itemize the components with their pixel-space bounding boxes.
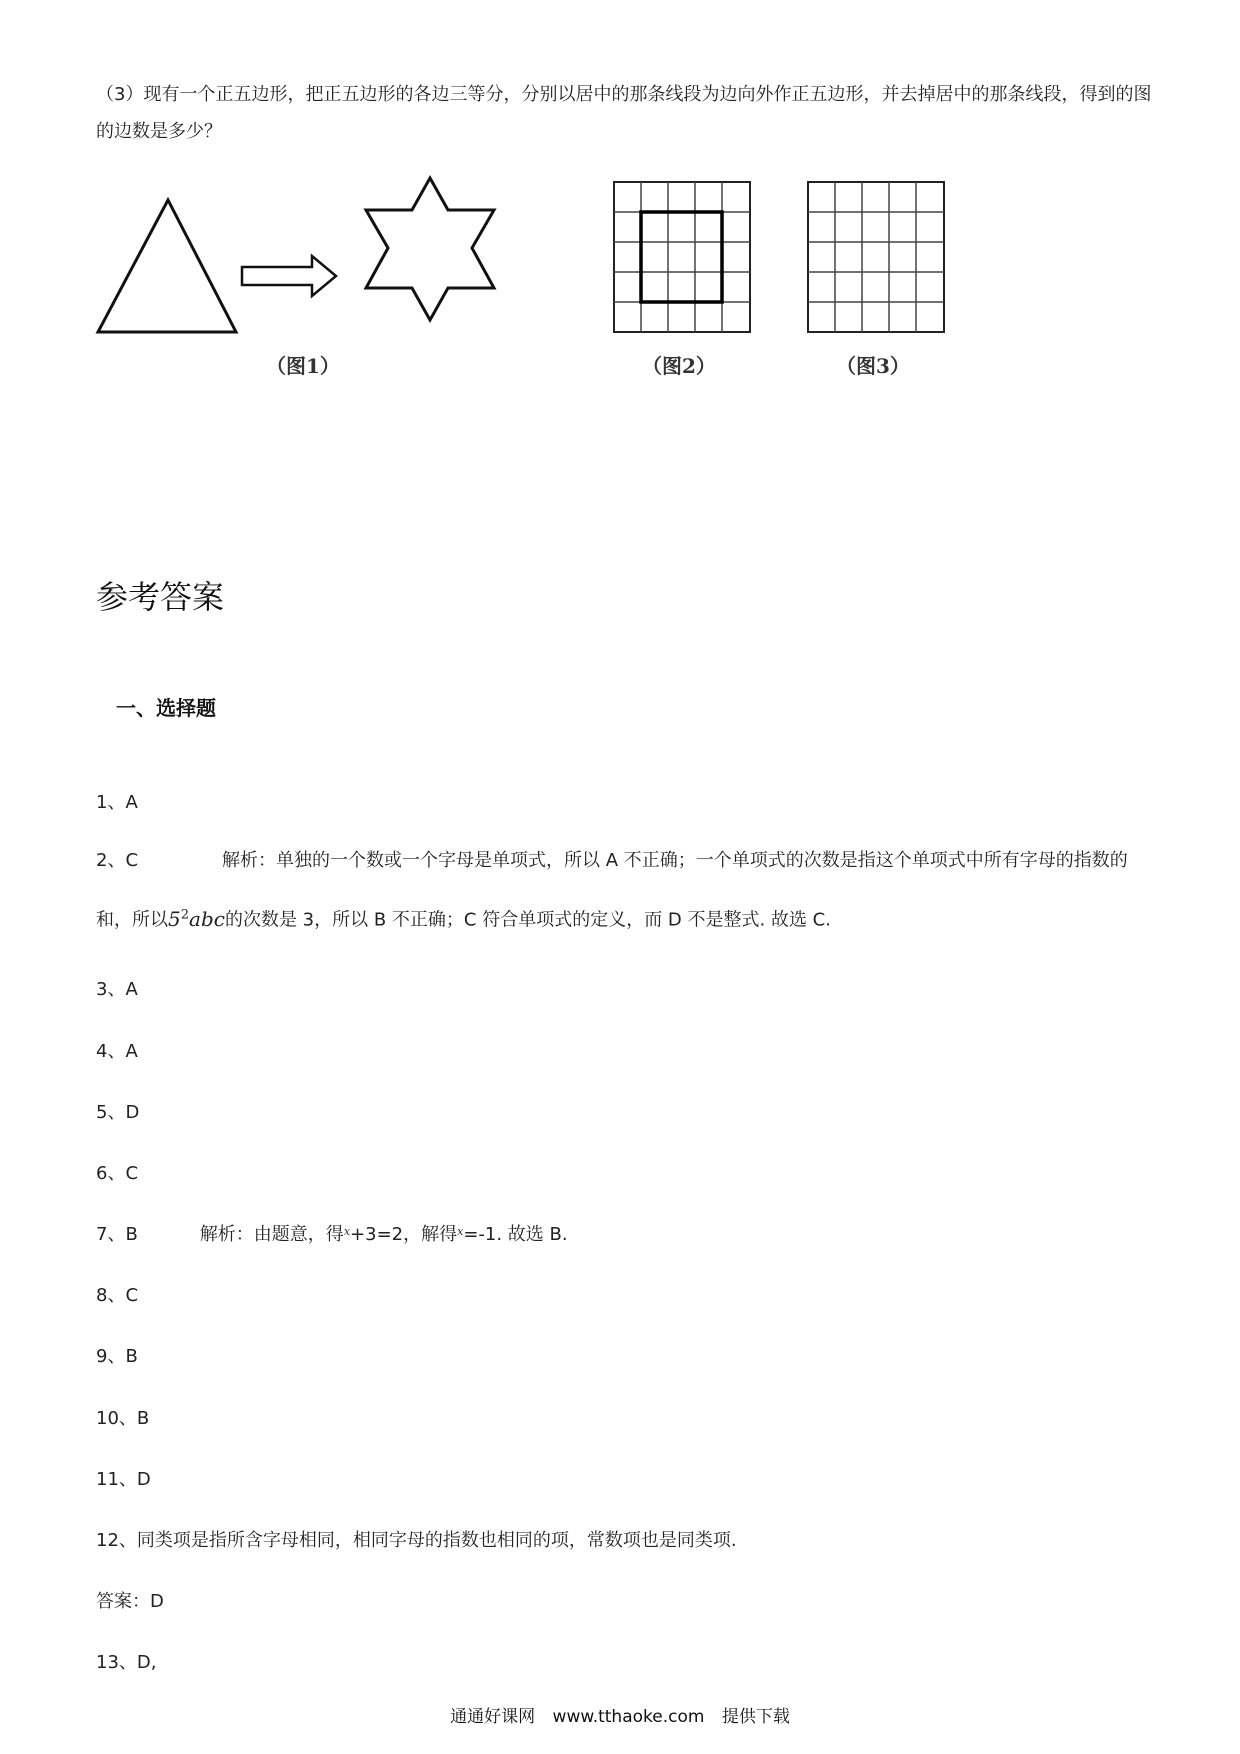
- answer-10: 10、B: [96, 1408, 150, 1429]
- answer-7-text-part3: =-1. 故选 B.: [463, 1224, 568, 1245]
- figure-3-caption: （图3）: [836, 354, 910, 378]
- answer-2-text-part1: 解析：单独的一个数或一个字母是单项式，所以 A 不正确；一个单项式的次数是指这个单项式中所有字母的指数的和，所以: [96, 850, 1128, 931]
- arrow-shape: [242, 256, 336, 296]
- answer-12: 12、同类项是指所含字母相同，相同字母的指数也相同的项，常数项也是同类项.: [96, 1530, 737, 1551]
- answer-5: 5、D: [96, 1102, 140, 1123]
- var-x: x: [343, 1225, 351, 1238]
- triangle-shape: [98, 200, 236, 332]
- reference-answers-title: 参考答案: [96, 578, 225, 616]
- section-choice-title: 一、选择题: [116, 696, 216, 720]
- answer-3: 3、A: [96, 979, 138, 1000]
- answer-8: 8、C: [96, 1285, 139, 1306]
- footer-suffix: 提供下载: [721, 1707, 790, 1727]
- figure-2-caption: （图2）: [642, 354, 716, 378]
- answer-7-text-part2: +3=2，解得: [350, 1224, 458, 1245]
- math-exponent: 2: [180, 907, 190, 922]
- answer-2-text-part2: 的次数是 3，所以 B 不正确；C 符合单项式的定义，而 D 不是整式. 故选 C.: [224, 909, 831, 931]
- answer-6: 6、C: [96, 1163, 139, 1184]
- answer-7: [96, 1220, 568, 1246]
- question-text: （3）现有一个正五边形，把正五边形的各边三等分，分别以居中的那条线段为边向外作正五边形，并去掉居中的那条线段，得到的图的边数是多少？: [96, 84, 1152, 142]
- answer-13: 13、D,: [96, 1652, 157, 1673]
- answer-4: 4、A: [96, 1041, 138, 1062]
- answer-7-text-part1: 解析：由题意，得: [199, 1224, 344, 1245]
- bold-square: [641, 212, 722, 302]
- answer-2-math: [168, 907, 225, 931]
- math-vars: abc: [189, 906, 225, 931]
- answer-11: 11、D: [96, 1469, 151, 1490]
- hexagram-shape: [366, 178, 494, 320]
- figure-2: [612, 180, 760, 336]
- math-base: 5: [168, 906, 181, 931]
- page-footer: [0, 1702, 1240, 1727]
- answer-1: 1、A: [96, 792, 138, 813]
- answer-12-result: 答案：D: [96, 1591, 164, 1612]
- footer-site-name: 通通好课网: [450, 1707, 536, 1727]
- answer-7-label: 7、B: [96, 1224, 138, 1245]
- answer-2: [96, 834, 1156, 948]
- footer-url[interactable]: www.tthaoke.com: [552, 1707, 705, 1727]
- figure-3: [806, 180, 954, 336]
- figure-1-caption: （图1）: [266, 354, 340, 378]
- answer-2-label: 2、C: [96, 850, 139, 871]
- answer-9: 9、B: [96, 1346, 138, 1367]
- var-x: x: [457, 1225, 464, 1238]
